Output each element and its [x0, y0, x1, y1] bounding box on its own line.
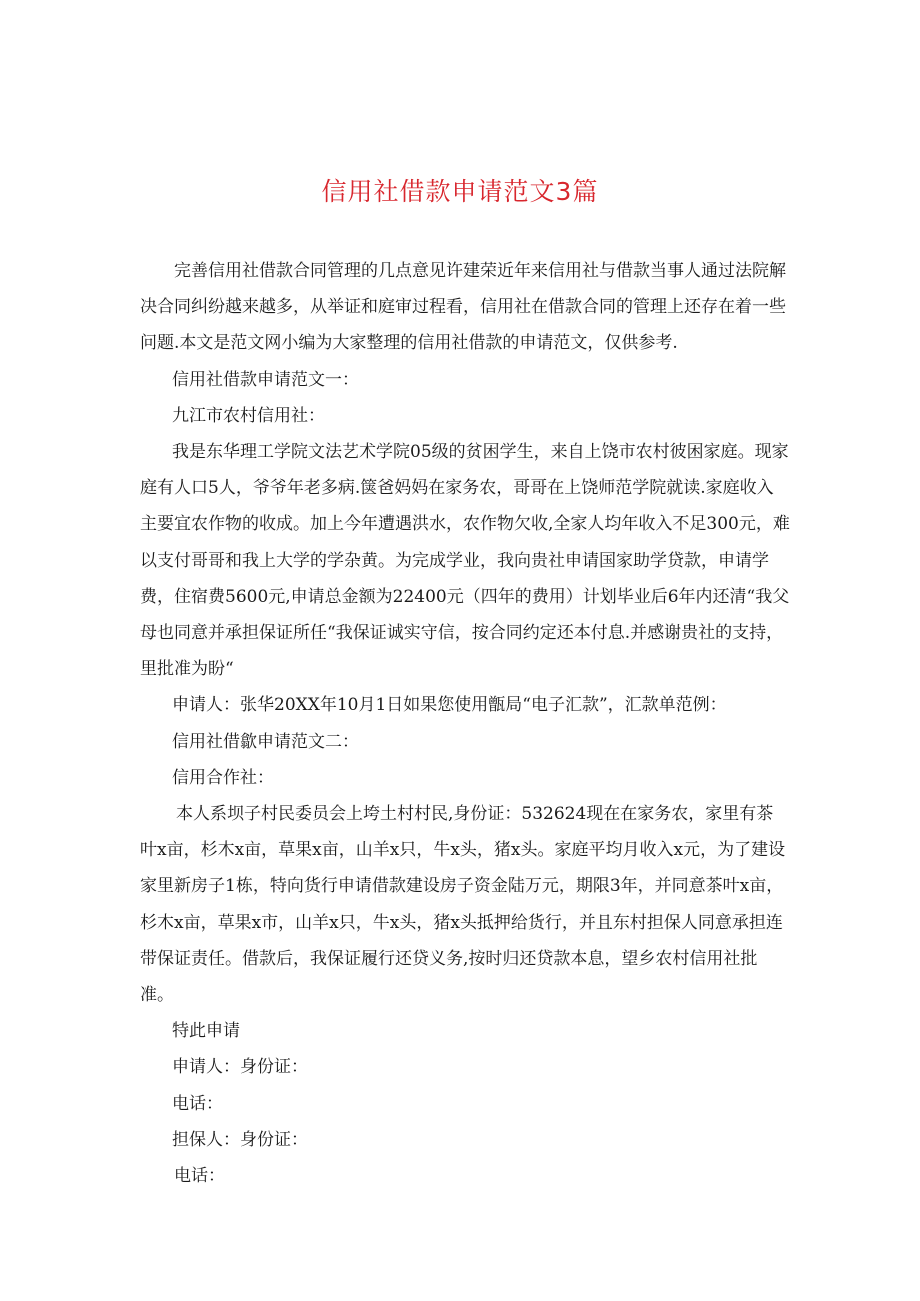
guarantor-phone-line: 电话： — [174, 1166, 225, 1187]
sample2-addressee: 信用合作社： — [172, 767, 274, 788]
sample2-body: 本人系坝子村民委员会上垮土村村民,身份证：532624现在在家务农，家里有茶叶x亩，杉木x亩，草果x亩，山羊x只，牛x头，猪x头。家庭平均月收入x元，为了建设家里新房子1栋，特向货行申请借款建设房子资金陆万元，期限3年，并同意茶叶x亩，杉木x亩，草果x市，山羊x只，牛x头，猪x头抵押给货行，并且东村担保人同意承担连带保证责任。借款后，我保证履行还贷义务,按时归还贷款本息，望乡农村信用社批准。 — [140, 804, 786, 1006]
sample1-body: 我是东华理工学院文法艺术学院05级的贫困学生，来自上饶市农村彼困家庭。现家庭有人口5人，爷爷年老多病.箧爸妈妈在家务农，哥哥在上饶师范学院就读.家庭收入主要宜农作物的收成。加上今年遭遇洪水，农作物欠收,全家人均年收入不足300元，难以支付哥哥和我上大学的学杂黄。为完成学业，我向贵社申请国家助学贷款，申请学费，住宿费5600元,申请总金额为22400元（四年的费用）计划毕业后6年内还清“我父母也同意并承担保证所任“我保证诚实守信，按合同约定还本付息.并感谢贵社的支持，里批准为盼“ — [140, 442, 790, 680]
sample1-signature: 申请人：张华20XX年10月1日如果您使用甑局“电子汇款”，汇款单范例： — [172, 695, 727, 716]
sample1-heading: 信用社借款申请范文一： — [172, 369, 359, 390]
document-title: 信用社借款申请范文3篇 — [321, 177, 599, 206]
sample2-heading: 信用社借歙申请范文二： — [172, 731, 359, 752]
intro-paragraph: 完善信用社借款合同管理的几点意见许建荣近年来信用社与借款当事人通过法院解决合同纠纷越来越多，从举证和庭审过程看，信用社在借款合同的管理上还存在着一些问题.本文是范文网小编为大家整理的信用社借款的申请范文，仅供参考. — [140, 261, 786, 354]
sample2-closing: 特此申请 — [172, 1021, 240, 1042]
document-body — [140, 253, 790, 1194]
guarantor-id-line: 担保人：身份证： — [172, 1129, 308, 1150]
applicant-id-line: 申请人：身份证： — [172, 1057, 308, 1078]
applicant-phone-line: 电话： — [172, 1093, 223, 1114]
sample1-addressee: 九江市农村信用社： — [172, 405, 325, 426]
